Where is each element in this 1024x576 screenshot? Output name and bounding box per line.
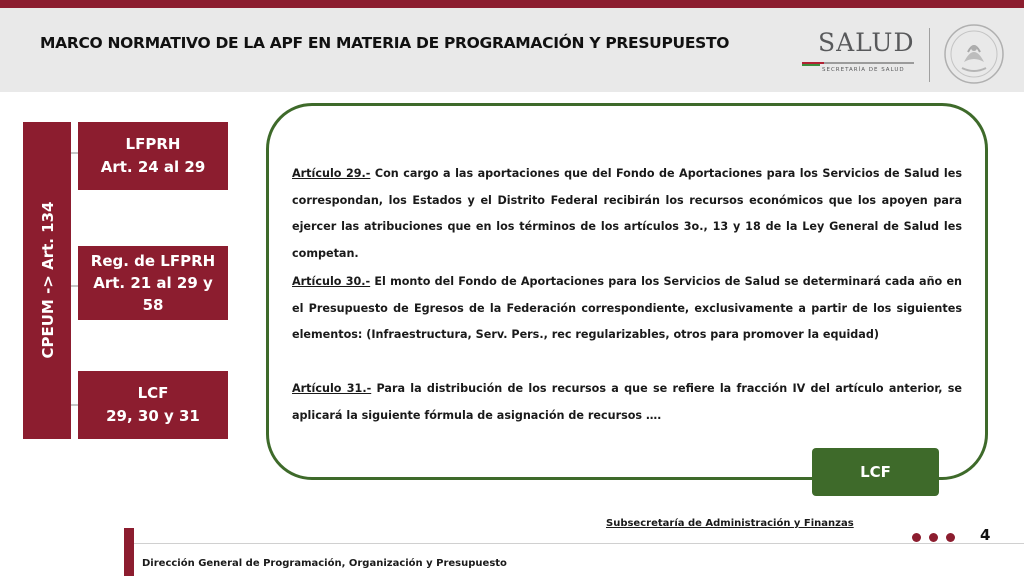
- logo-subtitle: SECRETARÍA DE SALUD: [822, 67, 905, 73]
- law-box-title: LCF: [137, 384, 169, 402]
- article-lead: Artículo 30.-: [292, 275, 371, 288]
- dot-icon: [912, 533, 921, 542]
- pagination-dots: [912, 533, 955, 542]
- lcf-tag: LCF: [812, 448, 939, 496]
- footer-accent: [124, 528, 134, 576]
- top-accent-bar: [0, 0, 1024, 8]
- article-lead: Artículo 29.-: [292, 167, 371, 180]
- footer-direccion: Dirección General de Programación, Organización y Presupuesto: [142, 558, 507, 569]
- subsecretaria-label: Subsecretaría de Administración y Finanzas: [606, 518, 854, 529]
- header-divider: [929, 28, 930, 82]
- law-box-title: Reg. de LFPRH: [90, 252, 216, 270]
- law-box-articles: Art. 24 al 29: [100, 158, 206, 176]
- cpeum-label: CPEUM -> Art. 134: [39, 201, 57, 359]
- article-text: El monto del Fondo de Aportaciones para los Servicios de Salud se determinará cada año en el Presupuesto de Egresos de la Federación correspondiente, exclusivamente a partir de los siguientes elementos: (Infraestructura, Serv. Pers., rec regularizables, otros para promover la equidad): [292, 275, 962, 341]
- connector-line: [71, 404, 78, 406]
- logo-bar: [802, 62, 914, 64]
- connector-line: [71, 152, 78, 154]
- footer-divider: [124, 543, 1024, 544]
- law-box-lcf: [78, 371, 228, 439]
- law-box-reg-lfprh: [78, 246, 228, 320]
- law-box-articles-extra: 58: [142, 296, 164, 314]
- article-text: Para la distribución de los recursos a que se refiere la fracción IV del artículo anterior, se aplicará la siguiente fórmula de asignación de recursos ….: [292, 382, 962, 422]
- article-lead: Artículo 31.-: [292, 382, 372, 395]
- salud-logo: [800, 26, 918, 82]
- logo-word: SALUD: [818, 28, 915, 57]
- article-30: [292, 269, 962, 349]
- law-box-articles: 29, 30 y 31: [106, 407, 200, 425]
- page-title: MARCO NORMATIVO DE LA APF EN MATERIA DE PROGRAMACIÓN Y PRESUPUESTO: [40, 34, 730, 52]
- law-box-articles: Art. 21 al 29 y: [93, 274, 213, 292]
- article-31: [292, 376, 962, 429]
- law-box-lfprh: [78, 122, 228, 190]
- connector-line: [71, 285, 78, 287]
- law-box-title: LFPRH: [125, 135, 181, 153]
- dot-icon: [929, 533, 938, 542]
- national-seal-icon: [942, 22, 1006, 86]
- page-number: 4: [980, 526, 991, 544]
- article-text: Con cargo a las aportaciones que del Fondo de Aportaciones para los Servicios de Salud les correspondan, los Estados y el Distrito Federal recibirán los recursos económicos que los apoyen para ejercer las atribuciones que en los términos de los artículos 3o., 13 y 18 de la Ley General de Salud les competan.: [292, 167, 962, 260]
- article-29: [292, 161, 962, 267]
- dot-icon: [946, 533, 955, 542]
